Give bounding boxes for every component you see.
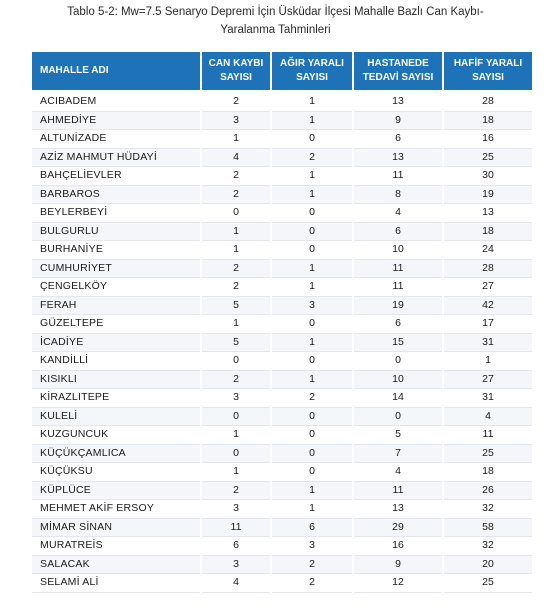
cell-hospital-treatment: 13: [354, 500, 442, 519]
cell-light-injured: 32: [444, 537, 532, 556]
cell-neighborhood: ACIBADEM: [32, 93, 200, 112]
cell-light-injured: 18: [444, 463, 532, 482]
cell-severe-injured: 3: [272, 537, 352, 556]
cell-neighborhood: AZİZ MAHMUT HÜDAYİ: [32, 149, 200, 168]
cell-neighborhood: KİRAZLITEPE: [32, 389, 200, 408]
cell-neighborhood: BEYLERBEYİ: [32, 204, 200, 223]
cell-hospital-treatment: 10: [354, 241, 442, 260]
table-row: [32, 389, 532, 408]
cell-deaths: 4: [202, 149, 270, 168]
cell-light-injured: 24: [444, 241, 532, 260]
table-header: [32, 52, 532, 93]
cell-deaths: 1: [202, 463, 270, 482]
cell-neighborhood: BAHÇELİEVLER: [32, 167, 200, 186]
cell-light-injured: 11: [444, 426, 532, 445]
cell-severe-injured: 2: [272, 574, 352, 593]
table-row: [32, 482, 532, 501]
cell-deaths: 2: [202, 260, 270, 279]
cell-hospital-treatment: 0: [354, 408, 442, 427]
cell-severe-injured: 1: [272, 186, 352, 205]
cell-hospital-treatment: 6: [354, 223, 442, 242]
cell-severe-injured: 1: [272, 500, 352, 519]
cell-severe-injured: 2: [272, 556, 352, 575]
cell-hospital-treatment: 12: [354, 574, 442, 593]
cell-severe-injured: 0: [272, 352, 352, 371]
cell-hospital-treatment: 16: [354, 537, 442, 556]
cell-severe-injured: 0: [272, 223, 352, 242]
cell-neighborhood: MİMAR SİNAN: [32, 519, 200, 538]
cell-hospital-treatment: 11: [354, 260, 442, 279]
cell-hospital-treatment: 8: [354, 186, 442, 205]
cell-neighborhood: KÜÇÜKSU: [32, 463, 200, 482]
table-row: [32, 315, 532, 334]
cell-hospital-treatment: 11: [354, 278, 442, 297]
table-body: [32, 93, 532, 593]
cell-deaths: 1: [202, 241, 270, 260]
cell-light-injured: 25: [444, 445, 532, 464]
cell-light-injured: 13: [444, 204, 532, 223]
table-row: [32, 500, 532, 519]
cell-severe-injured: 0: [272, 463, 352, 482]
cell-deaths: 3: [202, 389, 270, 408]
cell-neighborhood: SALACAK: [32, 556, 200, 575]
casualty-table: [30, 52, 534, 593]
cell-severe-injured: 0: [272, 130, 352, 149]
table-row: [32, 519, 532, 538]
cell-severe-injured: 2: [272, 149, 352, 168]
cell-light-injured: 32: [444, 500, 532, 519]
cell-hospital-treatment: 4: [354, 463, 442, 482]
cell-neighborhood: KÜÇÜKÇAMLICA: [32, 445, 200, 464]
cell-severe-injured: 0: [272, 204, 352, 223]
table-row: [32, 445, 532, 464]
cell-severe-injured: 1: [272, 278, 352, 297]
cell-neighborhood: ALTUNİZADE: [32, 130, 200, 149]
table-row: [32, 297, 532, 316]
cell-light-injured: 25: [444, 149, 532, 168]
cell-neighborhood: GÜZELTEPE: [32, 315, 200, 334]
cell-light-injured: 28: [444, 260, 532, 279]
cell-light-injured: 20: [444, 556, 532, 575]
cell-deaths: 1: [202, 426, 270, 445]
cell-deaths: 1: [202, 130, 270, 149]
cell-severe-injured: 1: [272, 93, 352, 112]
table-row: [32, 260, 532, 279]
cell-neighborhood: SELAMİ ALİ: [32, 574, 200, 593]
cell-severe-injured: 0: [272, 241, 352, 260]
cell-deaths: 3: [202, 112, 270, 131]
table-row: [32, 241, 532, 260]
cell-hospital-treatment: 19: [354, 297, 442, 316]
cell-deaths: 3: [202, 500, 270, 519]
table-row: [32, 149, 532, 168]
cell-light-injured: 30: [444, 167, 532, 186]
cell-severe-injured: 1: [272, 260, 352, 279]
header-neighborhood: MAHALLE ADI: [32, 52, 200, 93]
cell-hospital-treatment: 5: [354, 426, 442, 445]
table-row: [32, 93, 532, 112]
cell-neighborhood: BARBAROS: [32, 186, 200, 205]
cell-deaths: 1: [202, 315, 270, 334]
cell-severe-injured: 1: [272, 334, 352, 353]
table-row: [32, 334, 532, 353]
cell-neighborhood: BULGURLU: [32, 223, 200, 242]
cell-deaths: 2: [202, 186, 270, 205]
cell-deaths: 2: [202, 482, 270, 501]
table-row: [32, 408, 532, 427]
cell-severe-injured: 0: [272, 315, 352, 334]
cell-severe-injured: 3: [272, 297, 352, 316]
cell-deaths: 2: [202, 278, 270, 297]
cell-light-injured: 16: [444, 130, 532, 149]
cell-light-injured: 58: [444, 519, 532, 538]
cell-deaths: 0: [202, 352, 270, 371]
table-row: [32, 130, 532, 149]
cell-deaths: 2: [202, 93, 270, 112]
cell-severe-injured: 0: [272, 426, 352, 445]
table-row: [32, 574, 532, 593]
cell-hospital-treatment: 13: [354, 149, 442, 168]
table-row: [32, 167, 532, 186]
table-row: [32, 463, 532, 482]
cell-deaths: 5: [202, 334, 270, 353]
cell-light-injured: 28: [444, 93, 532, 112]
header-light-injured: HAFİF YARALI SAYISI: [444, 52, 532, 93]
cell-deaths: 6: [202, 537, 270, 556]
cell-light-injured: 42: [444, 297, 532, 316]
cell-light-injured: 19: [444, 186, 532, 205]
table-row: [32, 204, 532, 223]
caption-line-2: Yaralanma Tahminleri: [220, 24, 331, 36]
table-row: [32, 112, 532, 131]
cell-severe-injured: 2: [272, 389, 352, 408]
cell-neighborhood: FERAH: [32, 297, 200, 316]
cell-deaths: 2: [202, 167, 270, 186]
cell-hospital-treatment: 10: [354, 371, 442, 390]
cell-light-injured: 17: [444, 315, 532, 334]
cell-light-injured: 26: [444, 482, 532, 501]
cell-hospital-treatment: 11: [354, 482, 442, 501]
cell-deaths: 3: [202, 556, 270, 575]
cell-light-injured: 27: [444, 371, 532, 390]
table-row: [32, 371, 532, 390]
cell-light-injured: 18: [444, 112, 532, 131]
header-severe-injured: AĞIR YARALI SAYISI: [272, 52, 352, 93]
cell-deaths: 0: [202, 408, 270, 427]
cell-neighborhood: KANDİLLİ: [32, 352, 200, 371]
caption-line-1: Tablo 5-2: Mw=7.5 Senaryo Depremi İçin Üsküdar İlçesi Mahalle Bazlı Can Kaybı-: [67, 6, 484, 18]
cell-hospital-treatment: 0: [354, 352, 442, 371]
cell-hospital-treatment: 9: [354, 556, 442, 575]
cell-neighborhood: KUZGUNCUK: [32, 426, 200, 445]
cell-neighborhood: ÇENGELKÖY: [32, 278, 200, 297]
cell-deaths: 0: [202, 445, 270, 464]
table-caption: [0, 3, 551, 39]
cell-hospital-treatment: 11: [354, 167, 442, 186]
cell-neighborhood: MEHMET AKİF ERSOY: [32, 500, 200, 519]
cell-neighborhood: İCADİYE: [32, 334, 200, 353]
header-deaths: CAN KAYBI SAYISI: [202, 52, 270, 93]
header-row: [32, 52, 532, 93]
cell-severe-injured: 1: [272, 167, 352, 186]
header-hospital-treatment: HASTANEDE TEDAVİ SAYISI: [354, 52, 442, 93]
cell-deaths: 5: [202, 297, 270, 316]
cell-severe-injured: 1: [272, 112, 352, 131]
cell-neighborhood: MURATREİS: [32, 537, 200, 556]
cell-severe-injured: 0: [272, 408, 352, 427]
table-row: [32, 186, 532, 205]
cell-neighborhood: AHMEDİYE: [32, 112, 200, 131]
cell-deaths: 1: [202, 223, 270, 242]
table-row: [32, 426, 532, 445]
cell-light-injured: 31: [444, 389, 532, 408]
cell-hospital-treatment: 9: [354, 112, 442, 131]
cell-severe-injured: 0: [272, 445, 352, 464]
cell-neighborhood: BURHANİYE: [32, 241, 200, 260]
cell-neighborhood: KISIKLI: [32, 371, 200, 390]
cell-hospital-treatment: 6: [354, 315, 442, 334]
cell-hospital-treatment: 14: [354, 389, 442, 408]
cell-neighborhood: CUMHURİYET: [32, 260, 200, 279]
cell-light-injured: 27: [444, 278, 532, 297]
cell-neighborhood: KÜPLÜCE: [32, 482, 200, 501]
table-row: [32, 556, 532, 575]
table-row: [32, 352, 532, 371]
cell-severe-injured: 1: [272, 482, 352, 501]
table-row: [32, 278, 532, 297]
cell-severe-injured: 6: [272, 519, 352, 538]
table-row: [32, 223, 532, 242]
cell-hospital-treatment: 7: [354, 445, 442, 464]
cell-neighborhood: KULELİ: [32, 408, 200, 427]
cell-deaths: 0: [202, 204, 270, 223]
table-row: [32, 537, 532, 556]
cell-hospital-treatment: 4: [354, 204, 442, 223]
cell-hospital-treatment: 29: [354, 519, 442, 538]
cell-hospital-treatment: 13: [354, 93, 442, 112]
cell-hospital-treatment: 15: [354, 334, 442, 353]
cell-deaths: 11: [202, 519, 270, 538]
cell-severe-injured: 1: [272, 371, 352, 390]
cell-light-injured: 18: [444, 223, 532, 242]
cell-light-injured: 4: [444, 408, 532, 427]
cell-light-injured: 1: [444, 352, 532, 371]
cell-light-injured: 31: [444, 334, 532, 353]
cell-light-injured: 25: [444, 574, 532, 593]
cell-deaths: 2: [202, 371, 270, 390]
cell-deaths: 4: [202, 574, 270, 593]
cell-hospital-treatment: 6: [354, 130, 442, 149]
